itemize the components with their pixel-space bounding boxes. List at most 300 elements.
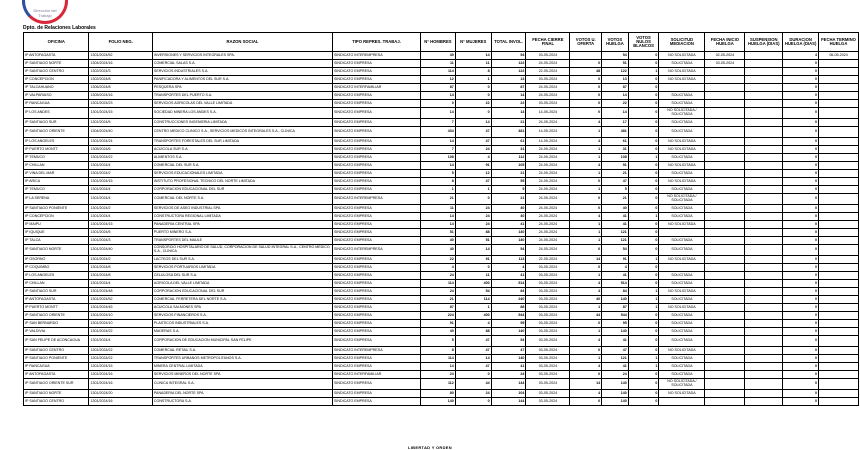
- table-cell: [705, 170, 745, 178]
- table-cell: TRANSPORTES URBANOS METROPOLITANOS S.A.: [152, 355, 332, 363]
- table-cell: SINDICATO EMPRESA: [333, 186, 421, 194]
- table-cell: 40: [602, 205, 629, 213]
- table-cell: [745, 221, 783, 229]
- table-row: [24, 146, 859, 154]
- table-cell: 24-05-2024: [526, 213, 570, 221]
- table-cell: 1301/2024/4: [89, 336, 152, 347]
- table-cell: 03-05-2024: [526, 371, 570, 379]
- table-cell: 1: [628, 363, 659, 371]
- table-cell: IP LOS ANGELES: [24, 272, 89, 280]
- table-cell: 47: [455, 363, 491, 371]
- table-cell: [819, 170, 859, 178]
- table-row: [24, 60, 859, 68]
- table-cell: TRANSPORTES DEL PUERTO S.A.: [152, 92, 332, 100]
- table-cell: 1: [628, 213, 659, 221]
- table-cell: 140: [421, 398, 456, 406]
- table-cell: SOLICITADA: [659, 320, 705, 328]
- table-row: [24, 328, 859, 336]
- table-cell: [819, 138, 859, 146]
- table-cell: 0: [783, 178, 819, 186]
- table-cell: 1302/2024/8: [89, 76, 152, 84]
- table-cell: IP SANTIAGO NORTE: [24, 60, 89, 68]
- table-row: [24, 186, 859, 194]
- table-cell: [745, 264, 783, 272]
- table-row: [24, 194, 859, 205]
- table-cell: 0: [628, 108, 659, 119]
- table-cell: 22: [491, 100, 526, 108]
- table-cell: 03-05-2024: [526, 347, 570, 355]
- table-cell: [705, 256, 745, 264]
- table-cell: IP CONCEPCION: [24, 76, 89, 84]
- table-cell: 1: [570, 229, 602, 237]
- table-cell: [745, 146, 783, 154]
- table-cell: 0: [628, 138, 659, 146]
- table-cell: 4: [570, 119, 602, 127]
- table-cell: 0: [783, 194, 819, 205]
- table-cell: IP SANTIAGO ORIENTE: [24, 127, 89, 138]
- table-cell: 0: [628, 76, 659, 84]
- table-cell: 544: [491, 312, 526, 320]
- table-cell: SINDICATO EMPRESA: [333, 296, 421, 304]
- table-cell: 0: [783, 312, 819, 320]
- table-cell: 1301/2024/10: [89, 320, 152, 328]
- table-cell: [705, 264, 745, 272]
- table-cell: 8: [421, 178, 456, 186]
- column-header: N° HOMBRES: [421, 33, 456, 52]
- table-row: [24, 229, 859, 237]
- table-cell: 0: [570, 398, 602, 406]
- table-cell: IP SANTIAGO CENTRO: [24, 68, 89, 76]
- table-row: [24, 272, 859, 280]
- table-cell: 0: [628, 146, 659, 154]
- table-cell: 24-05-2024: [526, 205, 570, 213]
- table-row: [24, 205, 859, 213]
- table-cell: 0: [628, 320, 659, 328]
- table-cell: NO SOLICITADA: [659, 347, 705, 355]
- logo-line-2: Trabajo: [38, 12, 52, 18]
- table-cell: 88: [491, 304, 526, 312]
- institution-logo: [22, 0, 68, 24]
- table-cell: CORPORACION EDUCACIONAL DEL SUR: [152, 186, 332, 194]
- table-cell: 0: [783, 146, 819, 154]
- department-subtitle: Dpto. de Relaciones Laborales: [23, 25, 96, 31]
- table-cell: 14: [491, 108, 526, 119]
- table-cell: IP SANTIAGO CENTRO: [24, 398, 89, 406]
- table-cell: [745, 178, 783, 186]
- table-cell: IP SAN FELIPE DE ACONCAGUA: [24, 336, 89, 347]
- table-cell: 24: [421, 288, 456, 296]
- table-cell: SERVICIOS INDUSTRIALES S.A.: [152, 68, 332, 76]
- table-cell: 0: [628, 52, 659, 60]
- table-cell: [819, 379, 859, 390]
- table-cell: 0: [783, 186, 819, 194]
- table-cell: [819, 288, 859, 296]
- table-cell: SERVICIOS MINEROS DEL NORTE SPA: [152, 371, 332, 379]
- table-cell: IP TALCAHUANO: [24, 84, 89, 92]
- table-cell: IP CHILLAN: [24, 162, 89, 170]
- table-cell: IP IQUIQUE: [24, 229, 89, 237]
- table-cell: SINDICATO EMPRESA: [333, 264, 421, 272]
- table-cell: 1301/2024/15: [89, 108, 152, 119]
- table-cell: SINDICATO INTERFAMILIAR: [333, 84, 421, 92]
- table-cell: 434: [421, 127, 456, 138]
- table-cell: SINDICATO EMPRESA: [333, 205, 421, 213]
- table-cell: [705, 119, 745, 127]
- table-cell: SERVICIOS AGRICOLAS DEL VALLE LIMITADA: [152, 100, 332, 108]
- table-cell: 03-05-2024: [526, 390, 570, 398]
- table-cell: NO SOLICITADA: [659, 390, 705, 398]
- table-cell: 87: [602, 84, 629, 92]
- table-cell: 24-05-2024: [526, 84, 570, 92]
- table-cell: 0: [628, 178, 659, 186]
- table-cell: 14-05-2024: [526, 108, 570, 119]
- table-cell: [705, 221, 745, 229]
- table-cell: [745, 371, 783, 379]
- table-cell: 0: [783, 336, 819, 347]
- table-cell: [705, 194, 745, 205]
- table-cell: 0: [570, 205, 602, 213]
- table-cell: 03-05-2024: [526, 76, 570, 84]
- table-cell: 1301/2024/48: [89, 288, 152, 296]
- table-cell: 4: [570, 162, 602, 170]
- table-cell: [745, 320, 783, 328]
- table-cell: 0: [783, 347, 819, 355]
- table-cell: 4: [421, 264, 456, 272]
- table-cell: 4: [570, 213, 602, 221]
- table-cell: 47: [455, 347, 491, 355]
- table-cell: SOLICITADA: [659, 336, 705, 347]
- table-cell: 24-05-2024: [526, 178, 570, 186]
- table-cell: 105: [491, 162, 526, 170]
- table-cell: [705, 296, 745, 304]
- table-cell: 0: [783, 162, 819, 170]
- table-cell: PLASTICOS INDUSTRIALES S.A.: [152, 320, 332, 328]
- table-cell: SERVICIOS EDUCACIONALES LIMITADA: [152, 170, 332, 178]
- table-cell: [705, 320, 745, 328]
- table-cell: NO SOLICITADA: [659, 304, 705, 312]
- table-cell: 5: [491, 186, 526, 194]
- table-cell: SERVICIOS FINANCIEROS S.A.: [152, 312, 332, 320]
- table-cell: 1: [628, 355, 659, 363]
- table-cell: 1305/2024/16: [89, 92, 152, 100]
- table-cell: 0: [455, 398, 491, 406]
- table-cell: NO SOLICITADA / SOLICITADA: [659, 108, 705, 119]
- table-cell: SINDICATO INTEREMPRESA: [333, 245, 421, 256]
- table-cell: [819, 178, 859, 186]
- table-cell: SINDICATO EMPRESA: [333, 119, 421, 127]
- table-cell: 1: [628, 288, 659, 296]
- table-cell: 0: [455, 84, 491, 92]
- table-cell: SINDICATO EMPRESA: [333, 108, 421, 119]
- table-cell: [819, 154, 859, 162]
- table-cell: SINDICATO EMPRESA: [333, 127, 421, 138]
- table-cell: 11: [421, 60, 456, 68]
- table-cell: 54: [602, 52, 629, 60]
- table-cell: [745, 312, 783, 320]
- column-header: TIPO REPRES. TRABAJ.: [333, 33, 421, 52]
- table-cell: 1: [570, 146, 602, 154]
- table-cell: 112: [491, 154, 526, 162]
- table-cell: 24-05-2024: [526, 60, 570, 68]
- table-cell: [819, 76, 859, 84]
- table-cell: 0: [783, 84, 819, 92]
- table-cell: 24-05-2024: [526, 194, 570, 205]
- table-cell: 1306/2024/8: [89, 84, 152, 92]
- table-cell: 114: [421, 355, 456, 363]
- table-cell: PANADERIA CENTRAL SPA: [152, 221, 332, 229]
- table-cell: [705, 237, 745, 245]
- table-cell: [705, 245, 745, 256]
- table-cell: 21: [491, 119, 526, 127]
- table-row: [24, 264, 859, 272]
- column-header: FECHA CIERRE FINAL: [526, 33, 570, 52]
- table-cell: [705, 92, 745, 100]
- table-cell: IP RANCAGUA: [24, 100, 89, 108]
- table-cell: 1301/2024/8: [89, 272, 152, 280]
- table-cell: SOLICITADA: [659, 280, 705, 288]
- table-cell: 24-05-2024: [526, 146, 570, 154]
- table-cell: [705, 100, 745, 108]
- table-cell: [745, 328, 783, 336]
- table-cell: 31: [602, 146, 629, 154]
- table-cell: 40: [421, 245, 456, 256]
- table-cell: CORPORACION DE EDUCACION MUNICIPAL SAN FELIPE: [152, 336, 332, 347]
- table-cell: 03-05-2024: [705, 60, 745, 68]
- table-cell: [705, 272, 745, 280]
- table-cell: [819, 205, 859, 213]
- table-cell: 114: [455, 296, 491, 304]
- table-cell: 24: [455, 213, 491, 221]
- table-cell: 24-05-2024: [526, 119, 570, 127]
- table-cell: 108: [421, 154, 456, 162]
- table-cell: 51: [602, 60, 629, 68]
- table-cell: [705, 355, 745, 363]
- table-cell: 24: [455, 390, 491, 398]
- table-cell: 1301/2024/2: [89, 256, 152, 264]
- table-cell: CONSTRUCTORA S.A.: [152, 398, 332, 406]
- table-cell: IP SANTIAGO NORTE: [24, 245, 89, 256]
- table-cell: [705, 205, 745, 213]
- table-cell: 0: [628, 186, 659, 194]
- table-row: [24, 170, 859, 178]
- table-cell: 31: [491, 146, 526, 154]
- table-cell: 54: [455, 288, 491, 296]
- table-cell: 114: [421, 68, 456, 76]
- table-cell: 95: [491, 320, 526, 328]
- table-row: [24, 221, 859, 229]
- table-cell: 0: [783, 119, 819, 127]
- table-cell: 21: [491, 170, 526, 178]
- table-cell: 1301/2024/5: [89, 119, 152, 127]
- table-cell: 48: [570, 68, 602, 76]
- table-cell: 0: [783, 76, 819, 84]
- table-cell: [745, 100, 783, 108]
- table-cell: 140: [491, 355, 526, 363]
- table-cell: 140: [602, 379, 629, 390]
- table-cell: CENTRO MEDICO CLINICO S.A., SERVICIOS MEDICOS INTEGRALES S.A., CLINICA: [152, 127, 332, 138]
- table-cell: [819, 398, 859, 406]
- column-header: FOLIO NEG.: [89, 33, 152, 52]
- table-cell: [819, 92, 859, 100]
- table-cell: 0: [628, 100, 659, 108]
- table-cell: [819, 304, 859, 312]
- table-row: [24, 312, 859, 320]
- table-cell: COMERCIAL DEL NORTE S.A.: [152, 194, 332, 205]
- table-cell: 544: [602, 312, 629, 320]
- column-header: SOLICITUD MEDIACION: [659, 33, 705, 52]
- table-cell: SOLICITADA: [659, 328, 705, 336]
- table-cell: [745, 127, 783, 138]
- table-cell: 21: [491, 194, 526, 205]
- table-cell: NO SOLICITADA / SOLICITADA: [659, 194, 705, 205]
- table-cell: [819, 119, 859, 127]
- table-cell: 44: [570, 312, 602, 320]
- table-cell: [819, 390, 859, 398]
- table-cell: SINDICATO EMPRESA: [333, 60, 421, 68]
- table-cell: IP PUERTO MONTT: [24, 304, 89, 312]
- table-cell: 4: [602, 264, 629, 272]
- table-cell: NO SOLICITADA / SOLICITADA: [659, 379, 705, 390]
- table-cell: [819, 84, 859, 92]
- table-cell: 121: [602, 237, 629, 245]
- table-cell: 55: [491, 178, 526, 186]
- table-cell: SINDICATO EMPRESA: [333, 312, 421, 320]
- table-cell: 24: [455, 221, 491, 229]
- column-header: SUSPENSION HUELGA (DIAS): [745, 33, 783, 52]
- table-cell: NO SOLICITADA: [659, 221, 705, 229]
- table-cell: 12: [455, 170, 491, 178]
- table-cell: IP ANTOFAGASTA: [24, 296, 89, 304]
- table-cell: 4: [570, 336, 602, 347]
- table-cell: 113: [491, 256, 526, 264]
- table-cell: 1301/2024/45: [89, 304, 152, 312]
- table-cell: 91: [455, 162, 491, 170]
- table-cell: 1301/2024/3: [89, 237, 152, 245]
- table-cell: 0: [628, 328, 659, 336]
- table-cell: 1: [628, 304, 659, 312]
- table-cell: [819, 108, 859, 119]
- table-cell: 140: [602, 398, 629, 406]
- table-cell: 03-05-2024: [526, 272, 570, 280]
- table-cell: 84: [491, 288, 526, 296]
- table-cell: [745, 245, 783, 256]
- table-cell: 0: [628, 379, 659, 390]
- table-cell: SOLICITADA: [659, 363, 705, 371]
- table-cell: 47: [602, 178, 629, 186]
- table-cell: MADERAS S.A.: [152, 328, 332, 336]
- table-cell: 112: [421, 379, 456, 390]
- table-cell: 1: [455, 76, 491, 84]
- table-cell: [819, 363, 859, 371]
- table-cell: 1301/2024/4: [89, 162, 152, 170]
- table-cell: PANADERIA DEL NORTE SPA: [152, 390, 332, 398]
- table-cell: SINDICATO EMPRESA: [333, 138, 421, 146]
- table-cell: [659, 398, 705, 406]
- table-cell: 1301/2024/15: [89, 221, 152, 229]
- table-cell: 0: [783, 127, 819, 138]
- table-cell: [705, 371, 745, 379]
- table-cell: 0: [628, 162, 659, 170]
- table-cell: [745, 162, 783, 170]
- table-cell: 91: [421, 320, 456, 328]
- table-cell: 1301/2024/22: [89, 154, 152, 162]
- table-row: [24, 92, 859, 100]
- table-cell: 144: [491, 398, 526, 406]
- table-cell: 0: [783, 398, 819, 406]
- table-cell: 0: [783, 221, 819, 229]
- table-cell: 03-05-2024: [526, 398, 570, 406]
- table-cell: 41: [602, 272, 629, 280]
- table-cell: SINDICATO EMPRESA: [333, 336, 421, 347]
- table-cell: NO SOLICITADA: [659, 178, 705, 186]
- table-cell: SINDICATO EMPRESA: [333, 213, 421, 221]
- table-cell: SOLICITADA: [659, 245, 705, 256]
- table-cell: [819, 60, 859, 68]
- table-cell: 514: [602, 280, 629, 288]
- table-cell: IP SANTIAGO NORTE: [24, 390, 89, 398]
- table-row: [24, 336, 859, 347]
- table-cell: [745, 379, 783, 390]
- table-row: [24, 398, 859, 406]
- table-cell: INVERSIONES Y SERVICIOS INTEGRALES SPA.: [152, 52, 332, 60]
- table-cell: 87: [421, 84, 456, 92]
- table-cell: [819, 237, 859, 245]
- logo-line-1: Dirección del: [33, 8, 57, 13]
- table-cell: 14: [421, 108, 456, 119]
- table-cell: 122: [602, 68, 629, 76]
- table-cell: 0: [783, 355, 819, 363]
- column-header: N° MUJERES: [455, 33, 491, 52]
- table-cell: 4: [455, 154, 491, 162]
- table-cell: 17: [602, 119, 629, 127]
- table-cell: SINDICATO EMPRESA: [333, 379, 421, 390]
- table-cell: 03-05-2024: [526, 320, 570, 328]
- table-cell: [745, 304, 783, 312]
- table-cell: 03-05-2024: [526, 336, 570, 347]
- table-cell: 03-05-2024: [526, 304, 570, 312]
- table-cell: IP CONCEPCION: [24, 213, 89, 221]
- table-cell: ACUICOLA SALMONES SPA: [152, 304, 332, 312]
- table-cell: 41: [602, 213, 629, 221]
- table-row: [24, 138, 859, 146]
- table-cell: 03-05-2024: [526, 288, 570, 296]
- table-cell: 481: [602, 127, 629, 138]
- table-row: [24, 320, 859, 328]
- table-cell: 1: [628, 68, 659, 76]
- table-cell: 22-05-2024: [526, 68, 570, 76]
- column-header: VOTOS HUELGA: [602, 33, 629, 52]
- table-cell: 0: [628, 264, 659, 272]
- table-cell: SOCIEDAD MINERA LOS ANDES S.A.: [152, 108, 332, 119]
- table-cell: 1301/2024/22: [89, 347, 152, 355]
- table-row: [24, 288, 859, 296]
- table-cell: LACTEOS DEL SUR S.A.: [152, 256, 332, 264]
- table-cell: 1: [570, 127, 602, 138]
- table-cell: SINDICATO EMPRESA: [333, 170, 421, 178]
- table-row: [24, 379, 859, 390]
- table-cell: 7: [421, 146, 456, 154]
- table-cell: 1301/2024/16: [89, 371, 152, 379]
- table-cell: 21: [602, 194, 629, 205]
- table-cell: SINDICATO EMPRESA: [333, 398, 421, 406]
- table-cell: 140: [491, 237, 526, 245]
- table-cell: 47: [602, 347, 629, 355]
- table-cell: [705, 178, 745, 186]
- table-cell: IP CHILLAN: [24, 280, 89, 288]
- table-cell: [819, 320, 859, 328]
- table-cell: 7: [421, 119, 456, 127]
- table-cell: CLINICA INTEGRAL S.A.: [152, 379, 332, 390]
